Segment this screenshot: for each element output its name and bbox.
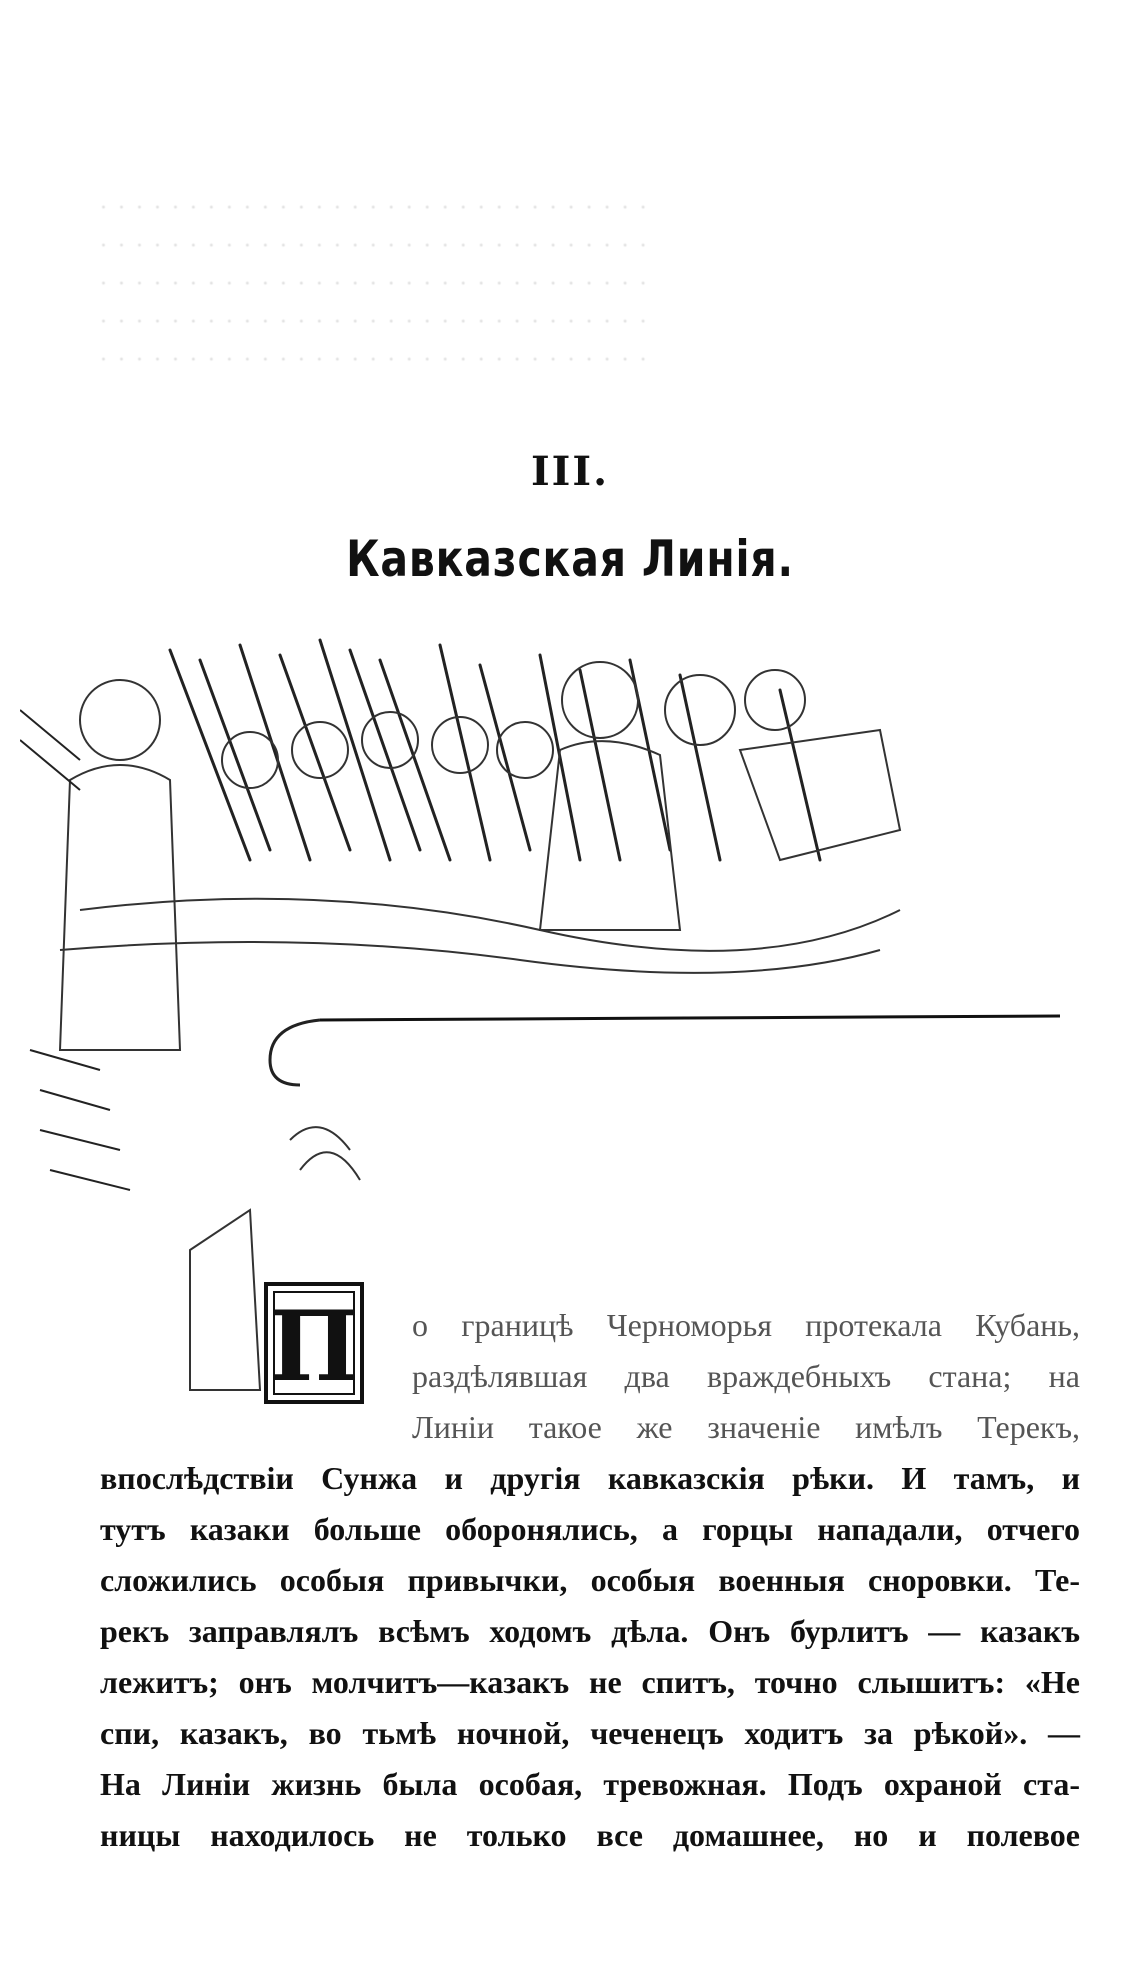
text-line: сложились особыя привычки, особыя военныя сноровки. Те- <box>100 1562 1080 1598</box>
bleed-through-text: · · · · · · · · · · · · · · · · · · · · · · · · · · · · · · · · · · · · · · · · · · · · · · · · · · · · · · · · · · · · · · · · · · · · · · · · · · · · · · · · · · · · · · · · · · · · · · · · · · · · · · · · · · · · · · · · · · · · · · · · · · · · · · · · · · · · · · · · · · · · · · · · · · · · · · · · · · · <box>100 196 649 373</box>
drop-cap-letter: П <box>268 1290 360 1403</box>
chapter-title: Кавказская Линія. <box>346 530 794 588</box>
text-line: рекъ заправлялъ всѣмъ ходомъ дѣла. Онъ бурлитъ — казакъ <box>100 1613 1080 1649</box>
text-line: лежитъ; онъ молчитъ—казакъ не спитъ, точно слышитъ: «Не <box>100 1664 1080 1700</box>
text-line: спи, казакъ, во тьмѣ ночной, чеченецъ ходитъ за рѣкой». — <box>100 1715 1080 1751</box>
body-text <box>100 1300 1080 1861</box>
text-line: впослѣдствіи Сунжа и другія кавказскія рѣки. И тамъ, и <box>100 1460 1080 1496</box>
text-line: На Линіи жизнь была особая, тревожная. Подъ охраной ста- <box>100 1766 1080 1802</box>
cossacks-engraving <box>20 630 1080 1410</box>
text-line: ницы находилось не только все домашнее, но и полевое <box>100 1817 1080 1853</box>
text-line: о границѣ Черноморья протекала Кубань, <box>412 1307 1080 1343</box>
text-line: раздѣлявшая два враждебныхъ стана; на <box>412 1358 1080 1394</box>
text-line: Линіи такое же значеніе имѣлъ Терекъ, <box>412 1409 1080 1445</box>
chapter-number: III. <box>530 448 610 495</box>
text-line: тутъ казаки больше оборонялись, а горцы нападали, отчего <box>100 1511 1080 1547</box>
